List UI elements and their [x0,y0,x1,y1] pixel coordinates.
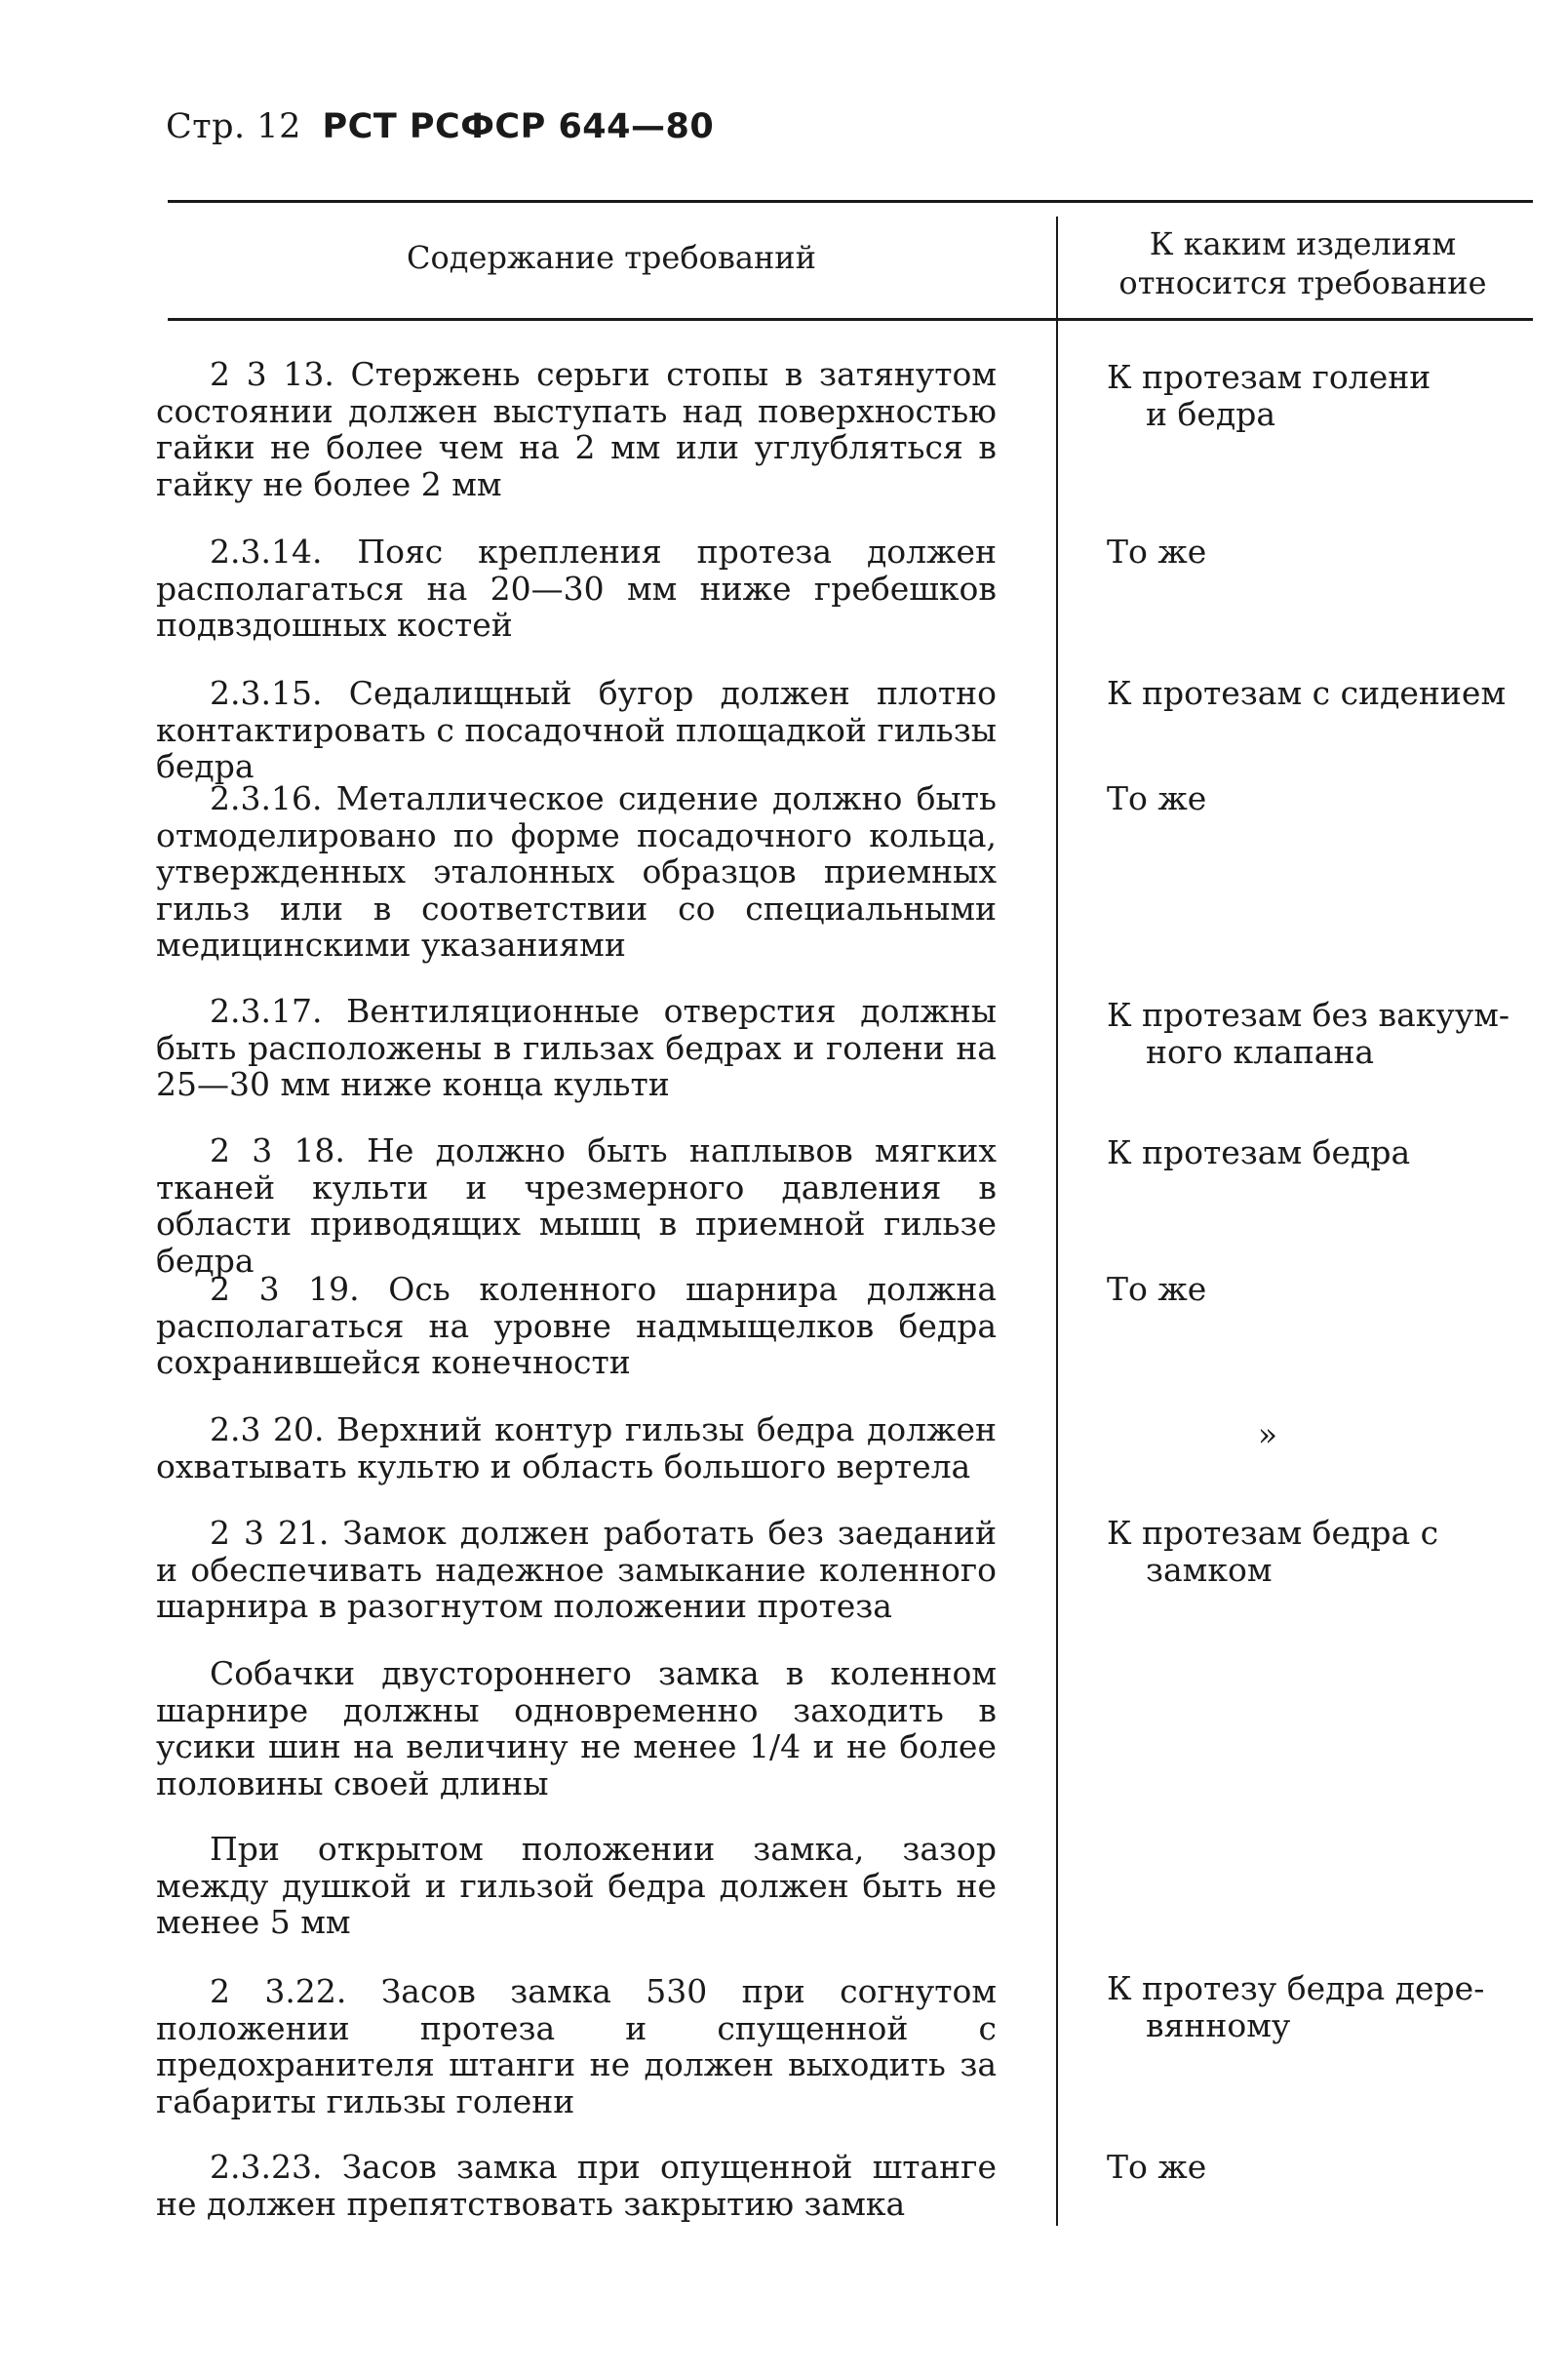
applies-to-2-3-21 [1107,1515,1536,1588]
requirement-2-3-19 [156,1271,997,1381]
applies-to-2-3-22 [1107,1970,1536,2043]
applies-line1: К протезу бедра дере- [1107,1969,1485,2007]
requirement-text: Собачки двустороннего замка в коленном шарнире должны одновременно заходить в усики шин на величину не менее 1/4 и не более половины своей длины [156,1654,997,1802]
column-header-requirements: Содержание требований [407,239,816,276]
applies-line1: К протезам бедра [1107,1133,1411,1171]
applies-line2: замком [1146,1550,1273,1589]
requirement-text: 2 3 13. Стержень серьги стопы в затянутом состоянии должен выступать над поверхностью гайки не более чем на 2 мм или углубляться в гайку не более 2 мм [156,355,997,503]
requirement-text: При открытом положении замка, зазор между душкой и гильзой бедра должен быть не менее 5 мм [156,1830,997,1941]
applies-to-2-3-18 [1107,1134,1536,1171]
requirement-2-3-23 [156,2149,997,2222]
page-number: Стр. 12 [166,107,301,146]
requirement-text: 2.3.17. Вентиляционные отверстия должны быть расположены в гильзах бедрах и голени на 25—30 мм ниже конца культи [156,992,997,1103]
table-top-rule [168,200,1533,203]
applies-to-2-3-23 [1107,2149,1536,2186]
applies-to-2-3-14 [1107,534,1536,571]
applies-line1: К протезам с сидением [1107,674,1507,712]
requirement-text: 2 3 19. Ось коленного шарнира должна располагаться на уровне надмыщелков бедра сохранившейся конечности [156,1270,997,1381]
requirement-text: 2.3.14. Пояс крепления протеза должен располагаться на 20—30 мм ниже гребешков подвздошных костей [156,533,997,644]
requirement-2-3-13 [156,356,997,502]
table-column-divider [1056,217,1058,2226]
applies-line1: К протезам бедра с [1107,1514,1439,1552]
applies-line2: и бедра [1146,394,1275,433]
requirement-text: 2.3.15. Седалищный бугор должен плотно контактировать с посадочной площадкой гильзы бедра [156,674,997,785]
column-header-applies-line2: относится требование [1118,264,1487,301]
standard-number: РСТ РСФСР 644—80 [322,107,715,146]
applies-to-2-3-20 [1073,1416,1463,1453]
applies-to-2-3-17 [1107,997,1536,1070]
requirement-2-3-18 [156,1132,997,1279]
applies-to-2-3-16 [1107,780,1536,817]
requirement-2-3-15 [156,675,997,785]
requirement-text: 2.3.23. Засов замка при опущенной штанге не должен препятствовать закрытию замка [156,2148,997,2223]
column-header-applies-to [1073,224,1533,302]
requirement-text: 2.3.16. Металлическое сидение должно быть отмоделировано по форме посадочного кольца, утвержденных эталонных образцов приемных гильз или в соответствии со специальными медицинскими указаниями [156,779,997,964]
applies-line1: » [1257,1415,1278,1453]
applies-line1: К протезам голени [1107,358,1431,396]
requirement-text: 2 3 18. Не должно быть наплывов мягких тканей культи и чрезмерного давления в области приводящих мышц в приемной гильзе бедра [156,1131,997,1280]
requirement-2-3-16 [156,780,997,964]
requirement-text: 2.3 20. Верхний контур гильзы бедра должен охватывать культю и область большого вертела [156,1410,997,1485]
applies-line1: К протезам без вакуум- [1107,996,1510,1034]
table-header-rule [168,318,1533,321]
column-header-applies-line1: К каким изделиям [1149,225,1457,262]
applies-line1: То же [1107,2148,1207,2186]
applies-line1: То же [1107,779,1207,817]
applies-to-2-3-19 [1107,1271,1536,1308]
requirement-2-3-14 [156,534,997,644]
applies-line1: То же [1107,1270,1207,1308]
applies-to-2-3-15 [1107,675,1536,712]
requirement-2-3-22 [156,1973,997,2119]
requirement-2-3-20 [156,1411,997,1484]
requirement-2-3-21-para-2 [156,1655,997,1801]
applies-to-2-3-13 [1107,359,1536,432]
applies-line2: вянному [1146,2005,1291,2044]
requirement-2-3-21-para-3 [156,1831,997,1941]
requirement-2-3-21 [156,1515,997,1625]
requirement-text: 2 3 21. Замок должен работать без заеданий и обеспечивать надежное замыкание коленного шарнира в разогнутом положении протеза [156,1514,997,1625]
requirement-2-3-17 [156,993,997,1103]
applies-line2: ного клапана [1146,1032,1375,1071]
page-header [166,107,714,146]
requirement-text: 2 3.22. Засов замка 530 при согнутом положении протеза и спущенной с предохранителя штанги не должен выходить за габариты гильзы голени [156,1972,997,2120]
applies-line1: То же [1107,533,1207,571]
